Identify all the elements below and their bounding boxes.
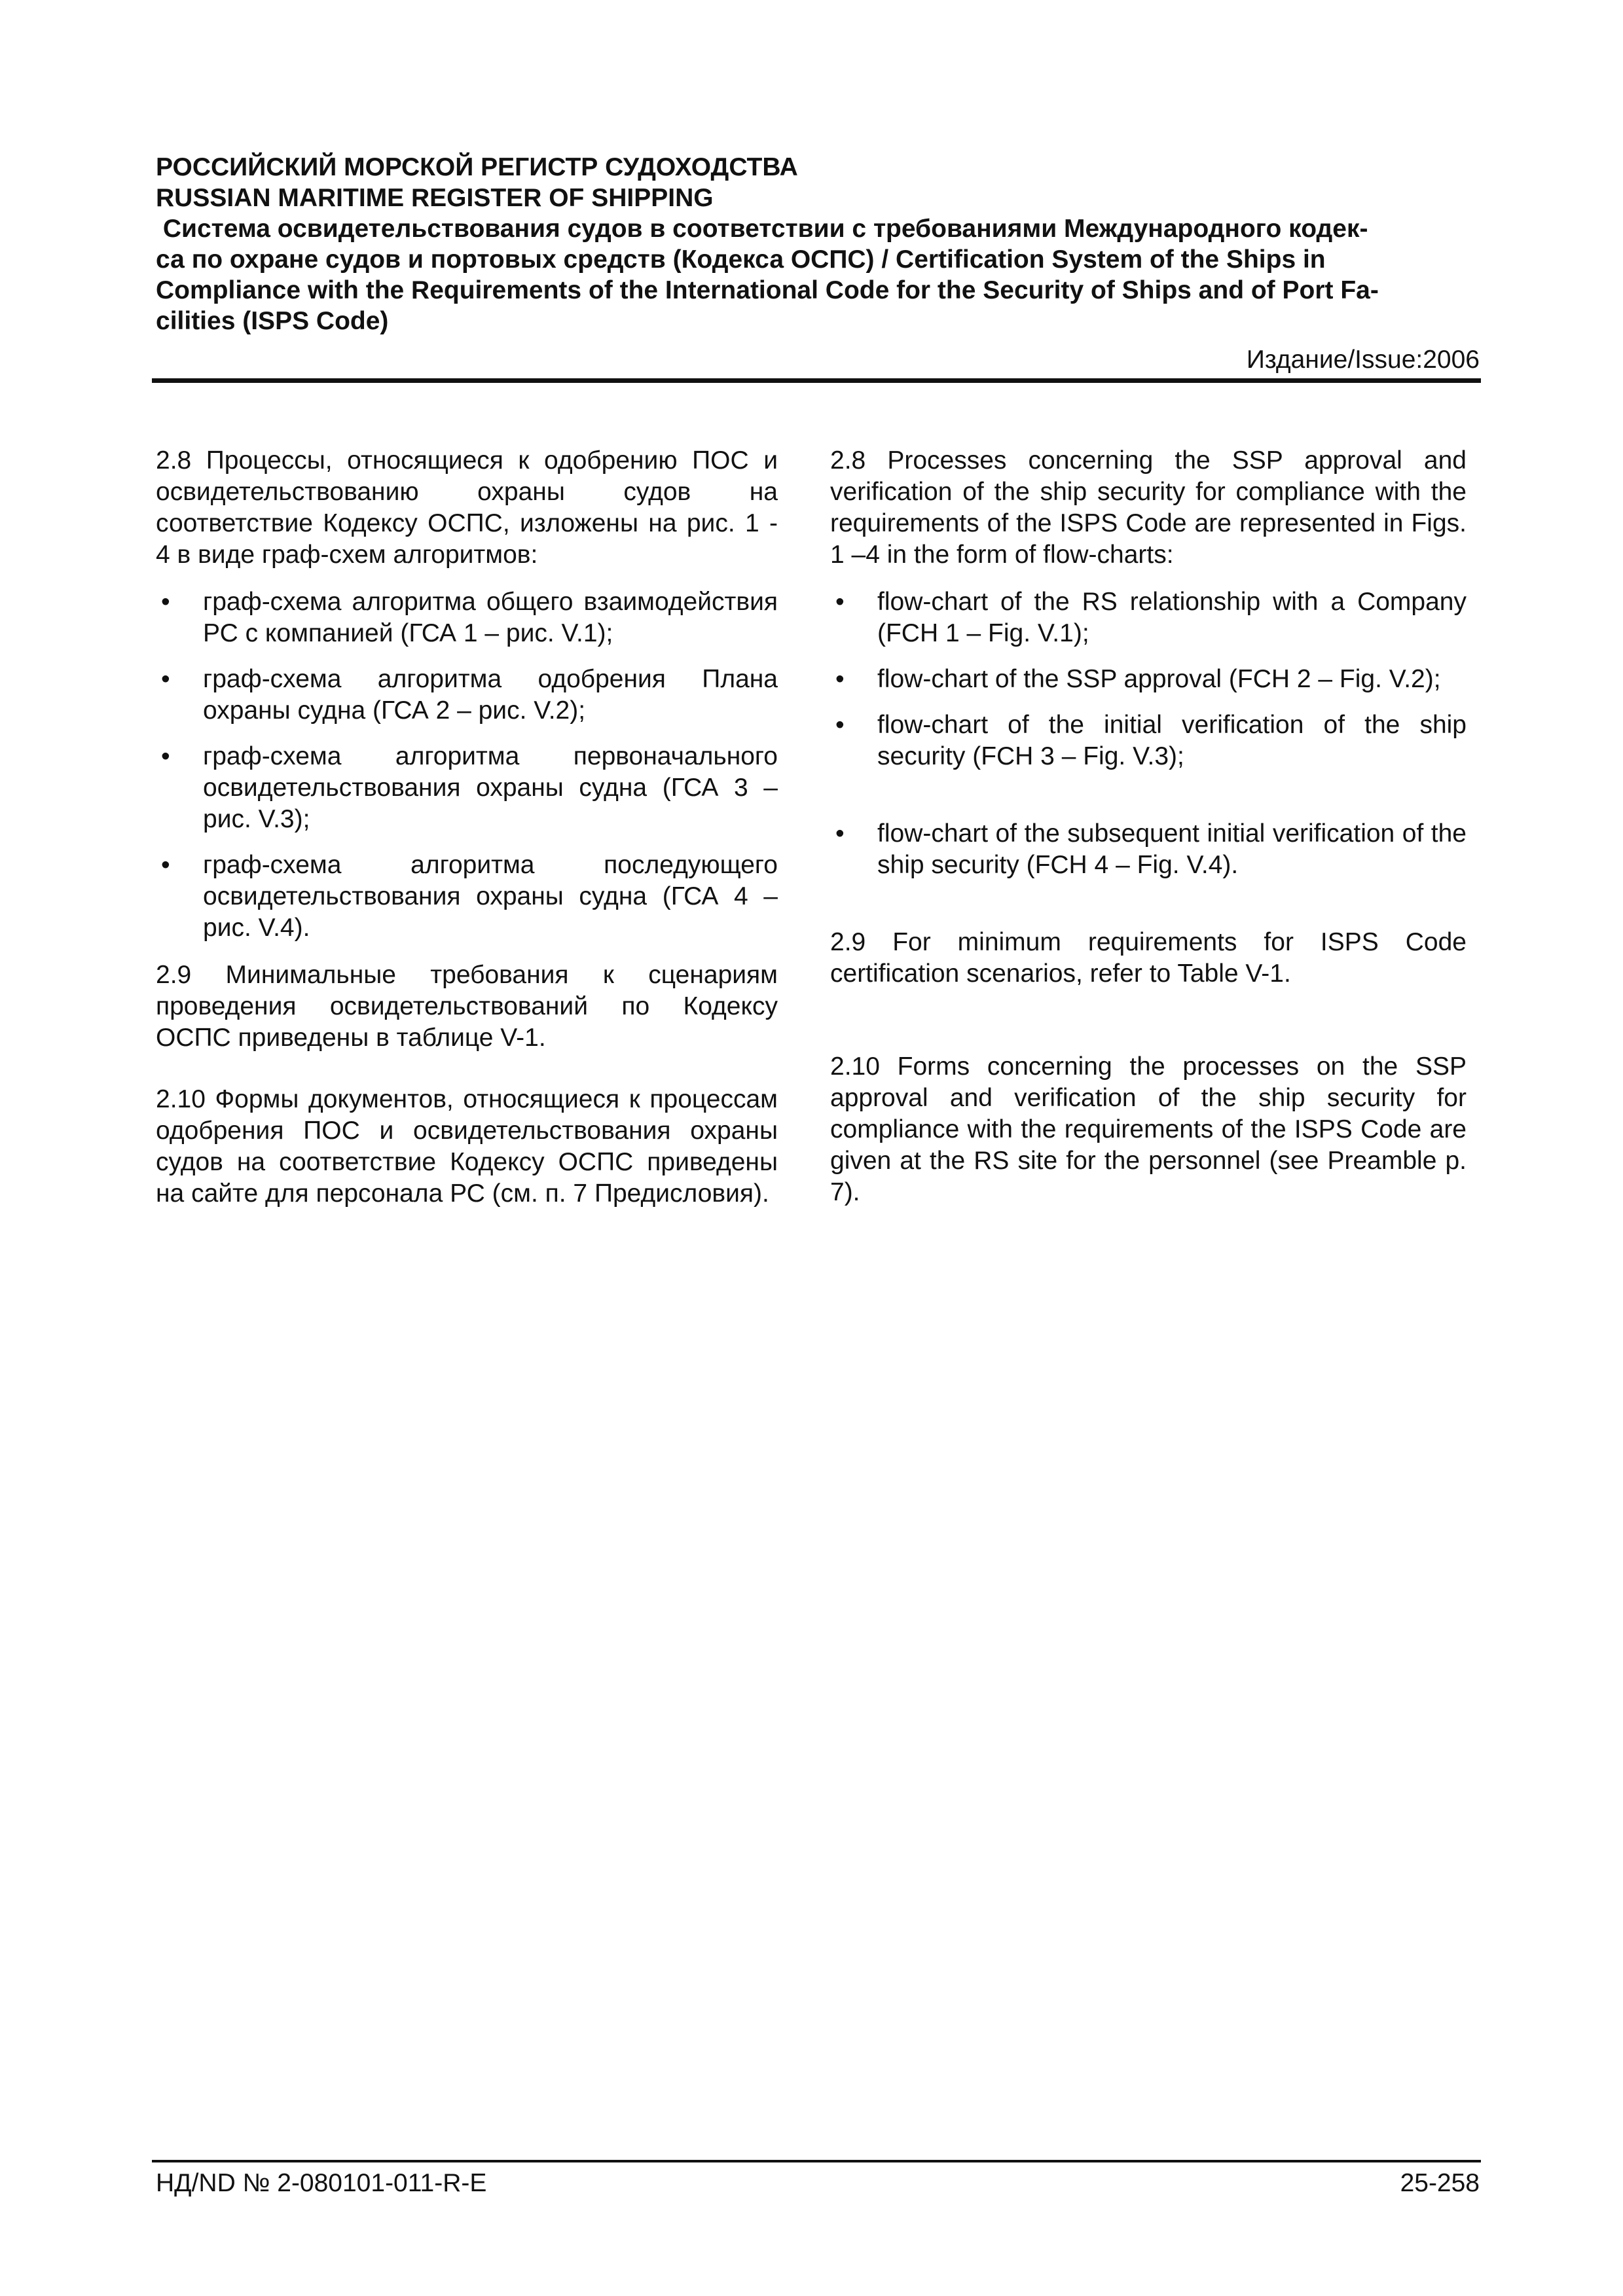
paragraph-2-9-ru: 2.9 Минимальные требования к сценариям проведения освидетельствований по Кодексу ОСПС приведены в таблице V-1. [156, 961, 778, 1052]
bullet-icon: • [835, 819, 845, 848]
english-column [830, 445, 1467, 1224]
bullet-icon: • [835, 588, 845, 616]
list-item-text: граф-схема алгоритма общего взаимодействия РС с компанией (ГСА 1 – рис. V.1); [203, 588, 778, 647]
paragraph-2-10-en: 2.10 Forms concerning the processes on the SSP approval and verification of the ship security for compliance with the requirements of the ISPS Code are given at the RS site for the personnel (see Preamble p. 7). [830, 1052, 1467, 1206]
list-item-text: граф-схема алгоритма первоначального освидетельствования охраны судна (ГСА 3 – рис. V.3); [203, 742, 778, 833]
list-item [156, 741, 778, 835]
paragraph-2-8-ru: 2.8 Процессы, относящиеся к одобрению ПОС и освидетельствованию охраны судов на соответствие Кодексу ОСПС, изложены на рис. 1 - 4 в виде граф-схем алгоритмов: [156, 446, 778, 569]
flowchart-list-en [830, 586, 1467, 881]
document-number: НД/ND № 2-080101-011-R-E [156, 2169, 487, 2197]
list-item-text: flow-chart of the subsequent initial verification of the ship security (FCH 4 – Fig. V.4). [877, 819, 1467, 879]
paragraph-2-10-ru: 2.10 Формы документов, относящиеся к процессам одобрения ПОС и освидетельствования охраны судов на соответствие Кодексу ОСПС приведены на сайте для персонала РС (см. п. 7 Предисловия). [156, 1085, 778, 1208]
paragraph-2-8-en: 2.8 Processes concerning the SSP approval and verification of the ship security for compliance with the requirements of the ISPS Code are represented in Figs. 1 –4 in the form of flow-charts: [830, 446, 1467, 569]
bullet-icon: • [835, 711, 845, 739]
document-title-line-4: cilities (ISPS Code) [156, 307, 389, 335]
footer-divider [152, 2160, 1481, 2162]
list-item [156, 664, 778, 726]
bullet-icon: • [835, 665, 845, 693]
list-item [156, 850, 778, 944]
list-item-text: граф-схема алгоритма одобрения Плана охраны судна (ГСА 2 – рис. V.2); [203, 665, 778, 725]
page-number: 25-258 [1400, 2169, 1480, 2197]
bullet-icon: • [161, 588, 170, 616]
document-title-line-1: Система освидетельствования судов в соответствии с требованиями Международного кодек- [156, 215, 1368, 243]
russian-column [156, 445, 778, 1225]
list-item [830, 664, 1467, 695]
list-item [156, 586, 778, 649]
list-item-text: flow-chart of the RS relationship with a Company (FCH 1 – Fig. V.1); [877, 588, 1467, 647]
page-header [156, 152, 1480, 336]
flowchart-list-ru [156, 586, 778, 944]
list-item-text: flow-chart of the initial verification of the ship security (FCH 3 – Fig. V.3); [877, 711, 1467, 770]
bullet-icon: • [161, 851, 170, 879]
paragraph-2-9-en: 2.9 For minimum requirements for ISPS Code certification scenarios, refer to Table V-1. [830, 928, 1467, 988]
org-name-ru: РОССИЙСКИЙ МОРСКОЙ РЕГИСТР СУДОХОДСТВА [156, 153, 798, 181]
list-item [830, 709, 1467, 772]
document-title-line-3: Compliance with the Requirements of the International Code for the Security of Ships and of Port Fa- [156, 276, 1379, 304]
bullet-icon: • [161, 665, 170, 693]
header-divider [152, 378, 1481, 383]
list-item [830, 818, 1467, 881]
org-name-en: RUSSIAN MARITIME REGISTER OF SHIPPING [156, 184, 714, 212]
edition-label: Издание/Issue:2006 [1246, 346, 1480, 374]
list-item-text: flow-chart of the SSP approval (FCH 2 – Fig. V.2); [877, 665, 1441, 693]
bullet-icon: • [161, 742, 170, 770]
list-item [830, 586, 1467, 649]
list-item-text: граф-схема алгоритма последующего освидетельствования охраны судна (ГСА 4 – рис. V.4). [203, 851, 778, 942]
document-title-line-2: са по охране судов и портовых средств (Кодекса ОСПС) / Certification System of the Ships in [156, 245, 1326, 274]
